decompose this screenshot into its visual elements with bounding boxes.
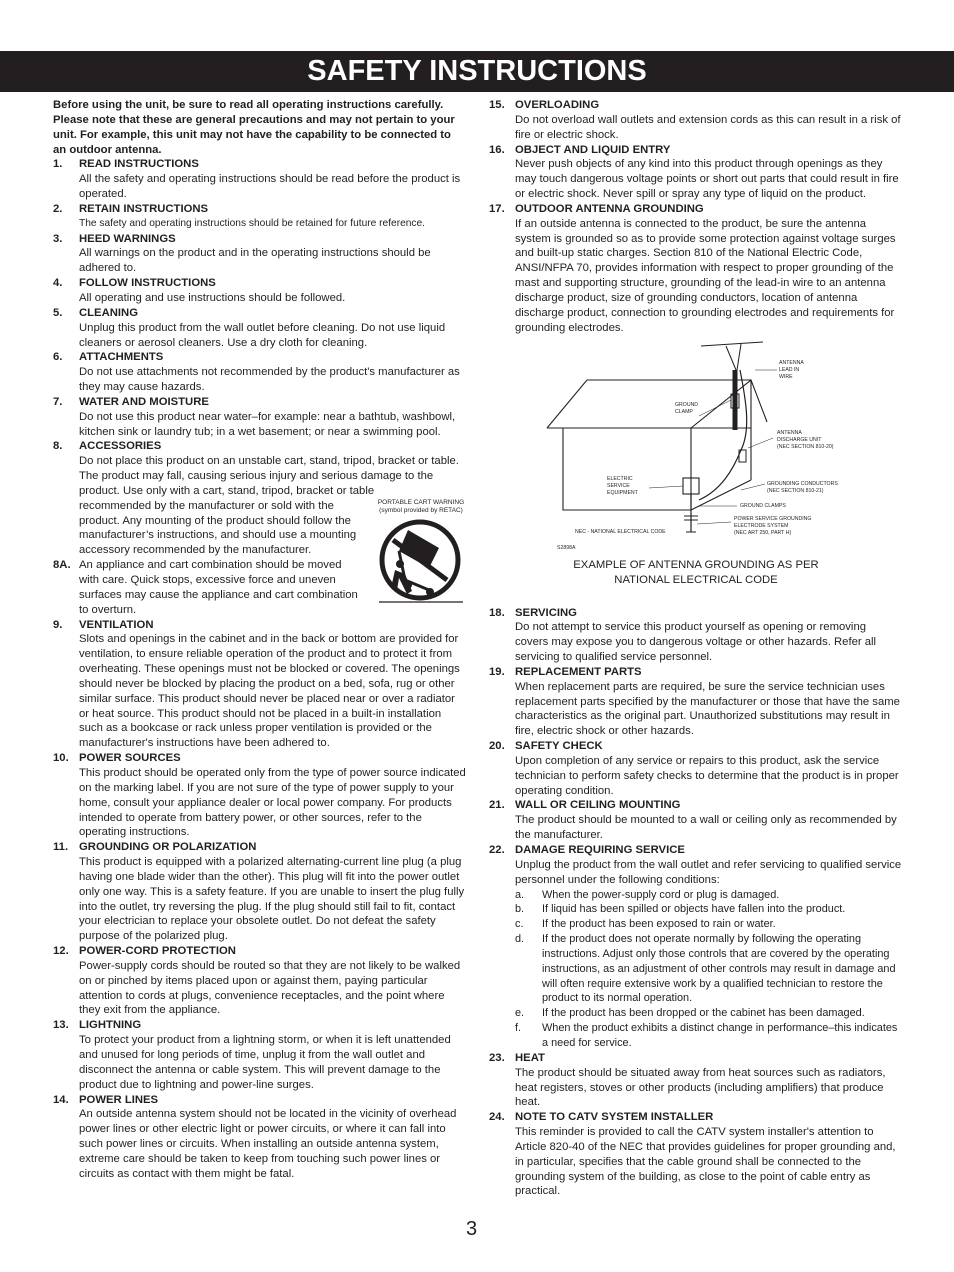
item-number: 15.	[489, 99, 505, 111]
intro-text: Before using the unit, be sure to read all operating instructions carefully. Please note that these are general precautions and may not pertain to your unit. For example, this unit may not have the capability to be connected to an outdoor antenna.	[53, 99, 455, 156]
instruction-item	[489, 143, 902, 202]
item-text: All the safety and operating instructions should be read before the product is operated.	[79, 173, 461, 201]
item-number: 17.	[489, 202, 505, 215]
item-text: Do not use attachments not recommended by the product's manufacturer as they may cause hazards.	[79, 366, 460, 394]
right-column	[489, 98, 902, 1199]
item-number: 12.	[53, 945, 69, 958]
condition-item	[515, 917, 902, 932]
antenna-grounding-figure	[489, 336, 902, 606]
fig-label: CLAMP	[675, 408, 693, 415]
instruction-item	[489, 843, 902, 1051]
fig-label: (NEC ART 250, PART H)	[734, 529, 792, 536]
item-heading: ATTACHMENTS	[79, 351, 164, 364]
figure-caption-line: EXAMPLE OF ANTENNA GROUNDING AS PER	[573, 558, 819, 571]
condition-item	[515, 1006, 902, 1021]
cart-text: recommended by the manufacturer or sold with the product. Any mounting of the product should follow the manufacturer’s instructions, and should use a mounting accessory recommended by the manufacturer.	[79, 499, 357, 557]
antenna-grounding-diagram	[541, 340, 851, 555]
condition-text: When the product exhibits a distinct change in performance–this indicates a need for service.	[542, 1022, 898, 1049]
item-heading: HEAT	[515, 1051, 545, 1064]
fig-label: (NEC SECTION 810-21)	[767, 487, 824, 494]
item-heading: POWER LINES	[79, 1093, 159, 1106]
item-text: Unplug this product from the wall outlet before cleaning. Do not use liquid cleaners or aerosol cleaners. Use a dry cloth for cleaning.	[79, 321, 446, 349]
instruction-item	[53, 1093, 466, 1182]
item-text: Do not attempt to service this product yourself as opening or removing covers may expose you to dangerous voltage or other hazards. Refer all servicing to qualified service personnel.	[515, 621, 877, 664]
item-number: 16.	[489, 143, 505, 156]
fig-label: (NEC SECTION 810-20)	[777, 443, 834, 450]
cart-caption: PORTABLE CART WARNING	[377, 498, 465, 506]
condition-letter: e.	[515, 1007, 525, 1020]
instruction-item	[53, 840, 466, 944]
instruction-item-8a	[53, 558, 363, 617]
item-heading: RETAIN INSTRUCTIONS	[79, 202, 209, 215]
item-heading: ACCESSORIES	[79, 440, 162, 453]
item-text: The safety and operating instructions should be retained for future reference.	[79, 217, 426, 229]
condition-item	[515, 1021, 902, 1051]
item-number: 4.	[53, 277, 63, 290]
svg-text:ANTENNA LEAD IN	[557, 360, 839, 551]
fig-label: EQUIPMENT	[607, 489, 638, 496]
condition-item	[515, 932, 902, 1006]
fig-label: LEAD IN	[779, 366, 800, 373]
item-number: 18.	[489, 606, 505, 619]
condition-text: If the product has been dropped or the cabinet has been damaged.	[542, 1007, 865, 1020]
item-text: Slots and openings in the cabinet and in the back or bottom are provided for ventilation, to ensure reliable operation of the product and to protect it from overheating. These openings must not be blocked or covered. The openings should never be blocked by placing the product on a bed, sofa, rug or other similar surface. This product should never be placed near or over a radiator or heat source. This product should not be placed in a built-in installation such as a bookcase or rack unless proper ventilation is provided or the manufacturer's instructions have been adhered to.	[79, 633, 460, 750]
item-text: Unplug the product from the wall outlet and refer servicing to qualified service personnel under the following conditions:	[515, 858, 902, 886]
cart-warning-figure	[375, 499, 467, 604]
item-heading: OVERLOADING	[515, 99, 600, 111]
item-heading: OUTDOOR ANTENNA GROUNDING	[515, 202, 704, 215]
instruction-item	[53, 751, 466, 840]
item-number: 23.	[489, 1051, 505, 1064]
item-text: Power-supply cords should be routed so that they are not likely to be walked on or pinched by items placed upon or against them, paying particular attention to cords at plugs, convenience receptacles, and the point where they exit from the appliance.	[79, 959, 461, 1017]
instruction-item	[53, 439, 466, 498]
condition-item	[515, 902, 902, 917]
instruction-item	[489, 1051, 902, 1110]
item-text: Do not place this product on an unstable cart, stand, tripod, bracket or table. The product may fall, causing serious injury and serious damage to the product. Use only with a cart, stand, tripod, bracket or table	[79, 455, 459, 497]
item-text: The product should be situated away from heat sources such as radiators, heat registers, stoves or other products (including amplifiers) that produce heat.	[515, 1066, 886, 1109]
instruction-item	[53, 157, 466, 202]
item-text: When replacement parts are required, be sure the service technician uses replacement parts specified by the manufacturer or those that have the same characteristics as the original part. Unauthorized substitutions may result in fire, electric shock or other hazards.	[515, 680, 900, 738]
instruction-item	[53, 350, 466, 395]
instruction-item	[489, 98, 902, 143]
condition-text: If the product does not operate normally by following the operating instructions. Adjust only those controls that are covered by the operating instructions, as an adjustment of other controls may result in damage and will often require extensive work by a qualified technician to restore the product to its normal operation.	[542, 933, 896, 1005]
item-heading: REPLACEMENT PARTS	[515, 665, 642, 678]
fig-label: S2898A	[557, 544, 576, 551]
item-heading: POWER-CORD PROTECTION	[79, 945, 236, 958]
instruction-item	[489, 739, 902, 798]
item-text: Do not use this product near water–for example: near a bathtub, washbowl, kitchen sink or laundry tub; in a wet basement; or near a swimming pool.	[79, 410, 456, 438]
condition-letter: a.	[515, 888, 525, 901]
condition-letter: c.	[515, 918, 524, 931]
item-number: 14.	[53, 1093, 69, 1106]
fig-label: GROUND CLAMPS	[740, 502, 786, 509]
instruction-item	[489, 606, 902, 665]
item-heading: FOLLOW INSTRUCTIONS	[79, 277, 216, 290]
fig-label: ANTENNA	[777, 429, 802, 436]
fig-label: ELECTRODE SYSTEM	[734, 522, 789, 529]
item-text: If an outside antenna is connected to the product, be sure the antenna system is grounded so as to provide some protection against voltage surges and built-up static charges. Section 810 of the National Electric Code, ANSI/NFPA 70, provides information with respect to proper grounding of the mast and supporting structure, grounding of the lead-in wire to an antenna discharge product, size of grounding conductors, location of antenna discharge product, connection to grounding electrodes and requirements for grounding electrodes.	[515, 217, 896, 334]
condition-letter: f.	[515, 1022, 522, 1035]
item-heading: SAFETY CHECK	[515, 740, 603, 753]
item-number: 6.	[53, 351, 63, 364]
instruction-item	[53, 618, 466, 752]
fig-label: NEC - NATIONAL ELECTRICAL CODE	[575, 528, 666, 535]
item-heading: READ INSTRUCTIONS	[79, 158, 199, 171]
item-text: All warnings on the product and in the operating instructions should be adhered to.	[79, 247, 431, 275]
item-number: 19.	[489, 665, 505, 678]
cart-tipover-icon	[377, 518, 463, 604]
item-number: 8.	[53, 440, 63, 453]
item-text: This product should be operated only from the type of power source indicated on the marking label. If you are not sure of the type of power supply to your home, consult your appliance dealer or local power company. For products intended to operate from battery power, or other sources, refer to the operating instructions.	[79, 766, 466, 839]
item-heading: VENTILATION	[79, 618, 154, 631]
item-heading: POWER SOURCES	[79, 752, 181, 765]
figure-caption-line: NATIONAL ELECTRICAL CODE	[614, 573, 778, 586]
instruction-item	[489, 1110, 902, 1199]
item-heading: NOTE TO CATV SYSTEM INSTALLER	[515, 1111, 714, 1124]
instruction-item	[53, 944, 466, 1018]
item-number: 9.	[53, 618, 63, 631]
item-heading: CLEANING	[79, 306, 138, 319]
item-number: 3.	[53, 232, 63, 245]
condition-text: If the product has been exposed to rain or water.	[542, 918, 776, 931]
fig-label: ELECTRIC	[607, 475, 633, 482]
item-text: An appliance and cart combination should be moved with care. Quick stops, excessive force and uneven surfaces may cause the appliance and cart combination to overturn.	[79, 559, 358, 616]
item-number: 1.	[53, 158, 63, 171]
item-number: 21.	[489, 799, 505, 812]
fig-label: ANTENNA	[779, 359, 804, 366]
page-number: 3	[466, 1218, 478, 1240]
condition-text: When the power-supply cord or plug is damaged.	[542, 888, 780, 901]
condition-letter: b.	[515, 903, 525, 916]
fig-label: SERVICE	[607, 482, 630, 489]
item-heading: WALL OR CEILING MOUNTING	[515, 799, 681, 812]
instruction-item	[53, 232, 466, 277]
instruction-item	[53, 395, 466, 440]
item-text: All operating and use instructions should be followed.	[79, 291, 346, 304]
item-text: Do not overload wall outlets and extension cords as this can result in a risk of fire or electric shock.	[515, 113, 901, 141]
item-number: 8A.	[53, 559, 71, 572]
item-number: 24.	[489, 1111, 505, 1124]
fig-label: DISCHARGE UNIT	[777, 436, 822, 443]
item-text: Never push objects of any kind into this product through openings as they may touch dangerous voltage points or short out parts that could result in fire or electric shock. Never spill or spray any type of liquid on the product.	[515, 158, 899, 201]
item-text: To protect your product from a lightning storm, or when it is left unattended and unused for long periods of time, unplug it from the wall outlet and disconnect the antenna or cable system. This will prevent damage to the product due to lightning and power-line surges.	[79, 1034, 451, 1091]
cart-warning-section	[53, 499, 466, 618]
instruction-item	[53, 306, 466, 351]
fig-label: GROUND	[675, 401, 699, 408]
item-number: 2.	[53, 202, 63, 215]
item-text: This reminder is provided to call the CATV system installer's attention to Article 820-40 of the NEC that provides guidelines for proper grounding and, in particular, specifies that the cable ground shall be connected to the grounding system of the building, as close to the point of cable entry as practical.	[515, 1126, 896, 1198]
page-title: SAFETY INSTRUCTIONS	[0, 51, 954, 92]
item-text: Upon completion of any service or repairs to this product, ask the service technician to perform safety checks to determine that the product is in proper operating condition.	[515, 754, 899, 797]
item-number: 22.	[489, 844, 505, 856]
item-text: This product is equipped with a polarized alternating-current line plug (a plug having one blade wider than the other). This plug will fit into the power outlet only one way. This is a safety feature. If you are unable to insert the plug fully into the outlet, try reversing the plug. If the plug should still fail to fit, contact your electrician to replace your obsolete outlet. Do not defeat the safety purpose of the polarized plug.	[79, 856, 465, 943]
item-heading: GROUNDING OR POLARIZATION	[79, 841, 257, 854]
item-heading: WATER AND MOISTURE	[79, 395, 209, 408]
item-heading: DAMAGE REQUIRING SERVICE	[515, 844, 685, 856]
instruction-item	[53, 202, 466, 232]
instruction-item	[489, 202, 902, 336]
instruction-item	[489, 798, 902, 843]
item-number: 5.	[53, 306, 63, 319]
item-text: An outside antenna system should not be located in the vicinity of overhead power lines or other electric light or power circuits, or where it can fall into such power lines or circuits. When installing an outside antenna system, extreme care should be taken to keep from touching such power lines or circuits as contact with them might be fatal.	[79, 1108, 457, 1180]
fig-label: WIRE	[779, 373, 793, 380]
fig-label: POWER SERVICE GROUNDING	[734, 515, 812, 522]
instruction-item	[489, 665, 902, 739]
figure-caption	[541, 558, 851, 588]
item-number: 10.	[53, 752, 69, 765]
instruction-item	[53, 1018, 466, 1092]
item-heading: LIGHTNING	[79, 1019, 142, 1032]
item-number: 13.	[53, 1019, 69, 1032]
condition-text: If liquid has been spilled or objects have fallen into the product.	[542, 903, 846, 916]
left-column	[53, 98, 466, 1182]
item-text: The product should be mounted to a wall or ceiling only as recommended by the manufacturer.	[515, 814, 897, 842]
cart-caption-source: (symbol provided by RETAC)	[379, 506, 463, 514]
item-heading: SERVICING	[515, 606, 577, 619]
item-number: 20.	[489, 740, 505, 753]
fig-label: GROUNDING CONDUCTORS	[767, 480, 838, 487]
condition-item	[515, 888, 902, 903]
item-heading: OBJECT AND LIQUID ENTRY	[515, 143, 671, 156]
condition-letter: d.	[515, 933, 525, 946]
item-number: 7.	[53, 395, 63, 408]
instruction-item	[53, 276, 466, 306]
item-heading: HEED WARNINGS	[79, 232, 176, 245]
item-number: 11.	[53, 841, 69, 854]
